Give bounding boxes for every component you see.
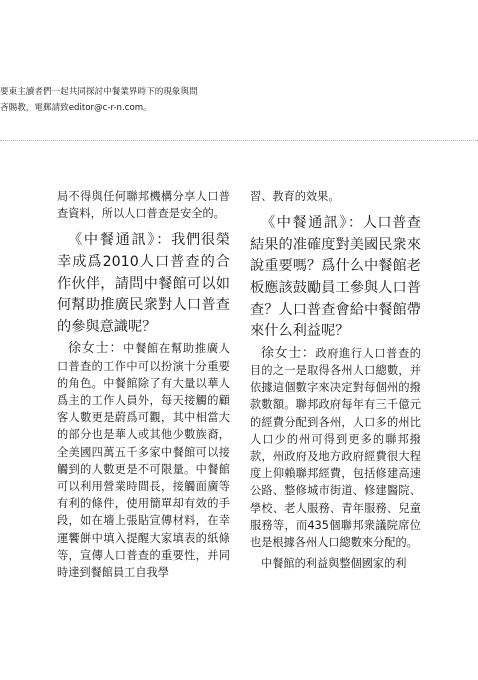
left-answer [57,340,230,581]
right-answer-text: 政府進行人口普查的目的之一是取得各州人口總數，并依據這個數字來决定對每個州的撥款數額。聯邦政府每年有三千億元的經費分配到各州，人口多的州比人口少的州可得到更多的聯邦撥款，州政府及地方政府經費很大程度上仰賴聯邦經費，包括修建高速公路、整修城市街道、修建醫院、學校、老人服務、青年服務、兒童服務等，而435個聯邦衆議院席位也是根據各州人口總數來分配的。 [250,346,421,549]
left-question-colon: ： [156,232,172,249]
dotted-divider [0,140,478,141]
left-question-text: 我們很榮幸成爲2010人口普查的合作伙伴，請問中餐館可以如何幫助推廣民衆對人口普查的參與意識呢？ [57,232,230,335]
left-intro-paragraph: 局不得與任何聯邦機構分享人口普查資料，所以人口普查是安全的。 [57,190,230,221]
right-answer [250,345,421,551]
right-continue-paragraph: 習、教育的效果。 [250,190,340,203]
header-note-line-2: 吝賜教，電郵請致editor@c-r-n.com。 [0,103,152,113]
left-question-brand: 《中餐通訊》 [68,232,157,249]
right-column [250,188,421,572]
right-answer-speaker: 徐女士： [261,345,316,361]
left-question [57,230,230,338]
header-note-line-1: 要東主讀者們一起共同探討中餐業界時下的現象與問 [0,87,198,97]
left-answer-speaker: 徐女士： [68,341,124,357]
header-note [0,84,478,116]
right-question-brand: 《中餐通訊》 [261,215,349,232]
left-answer-text: 中餐館在幫助推廣人口普查的工作中可以扮演十分重要的角色。中餐館除了有大量以華人爲主的工作人員外，每天接觸的顧客人數更是蔚爲可觀，其中相當大的部分也是華人或其他少數族裔，全美國四萬五千多家中餐館可以接觸到的人數更是不可限量。中餐館可以利用營業時間長，接觸面廣等有利的條件，使用簡單却有效的手段，如在墻上張貼宣傳材料，在幸運饗餅中填入提醒大家填表的紙條等，宣傳人口普查的重要性，并同時達到餐館員工自我學 [57,342,230,580]
right-question-text: 人口普查結果的准確度對美國民衆來說重要嗎？爲什么中餐館老板應該鼓勵員工參與人口普查？人口普查會給中餐館帶來什么利益呢？ [250,215,421,340]
right-question [250,213,421,343]
right-last-paragraph: 中餐館的利益與整個國家的利 [261,557,407,571]
left-column [57,188,230,581]
right-question-colon: ： [348,215,363,232]
